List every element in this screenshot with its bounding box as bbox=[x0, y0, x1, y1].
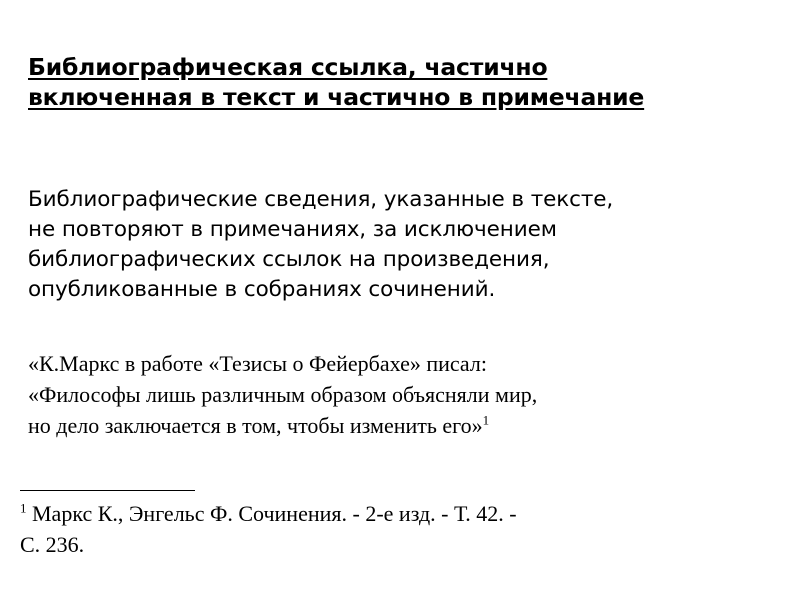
slide-title-line-2: включенная в текст и частично в примечание bbox=[28, 83, 645, 111]
footnote-separator-rule bbox=[20, 490, 195, 491]
quote-line-1: «К.Маркс в работе «Тезисы о Фейербахе» писал: bbox=[28, 351, 487, 376]
body-line-3: библиографических ссылок на произведения, bbox=[28, 247, 550, 272]
quote-line-2: «Философы лишь различным образом объясняли мир, bbox=[28, 382, 538, 407]
footnote-line-2: С. 236. bbox=[20, 532, 85, 557]
slide-title bbox=[28, 52, 728, 112]
footnote bbox=[20, 498, 780, 560]
footnote-marker: 1 bbox=[20, 500, 27, 516]
quote-line-3-text: но дело заключается в том, чтобы изменить его» bbox=[28, 413, 483, 438]
body-line-2: не повторяют в примечаниях, за исключением bbox=[28, 217, 557, 242]
quotation-paragraph bbox=[28, 348, 748, 441]
body-line-1: Библиографические сведения, указанные в тексте, bbox=[28, 187, 614, 212]
footnote-text-1: Маркс К., Энгельс Ф. Сочинения. - 2-е изд. - Т. 42. - bbox=[26, 501, 517, 526]
slide-title-line-1: Библиографическая ссылка, частично bbox=[28, 53, 548, 81]
body-paragraph bbox=[28, 185, 748, 305]
body-line-4: опубликованные в собраниях сочинений. bbox=[28, 277, 496, 302]
quote-line-3 bbox=[28, 410, 748, 441]
footnote-line-1 bbox=[20, 498, 780, 529]
footnote-reference-marker: 1 bbox=[482, 412, 490, 428]
